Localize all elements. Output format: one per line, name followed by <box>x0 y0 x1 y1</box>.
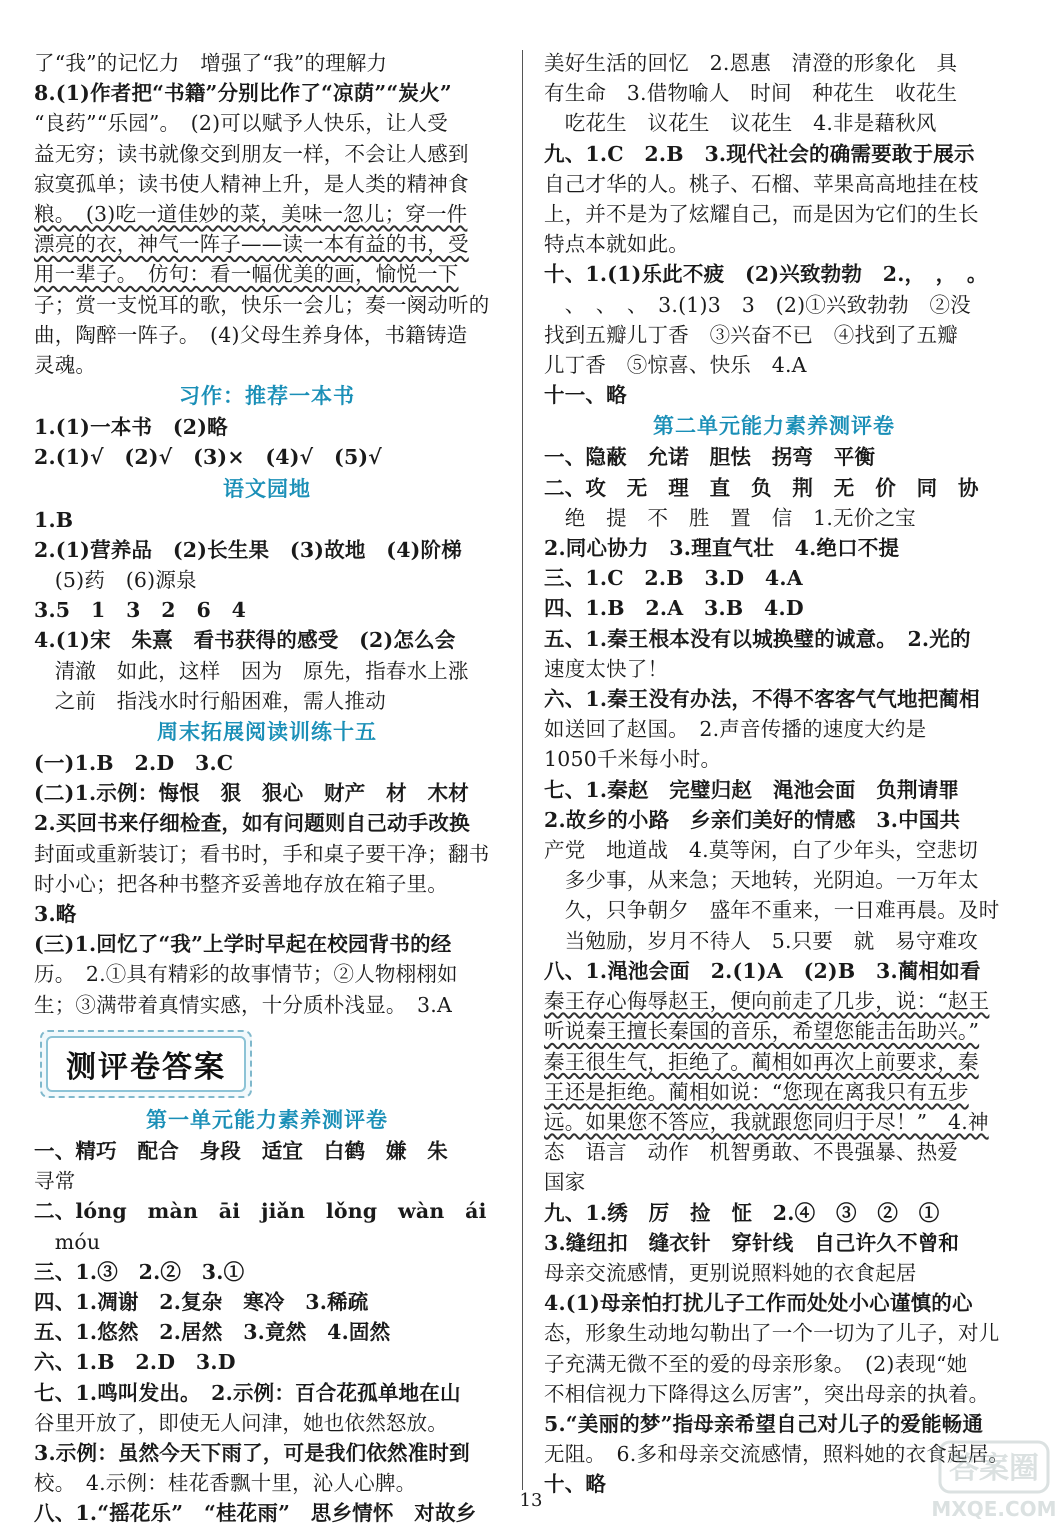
answer-line: 不相信视力下降得这么厉害”，突出母亲的执着。 <box>544 1381 990 1406</box>
answer-line: 3.示例：虽然今天下雨了，可是我们依然准时到 <box>34 1440 470 1465</box>
answer-line: 二、攻 无 理 直 负 荆 无 价 同 协 <box>544 475 979 500</box>
answer-line: 态 语言 动作 机智勇敢、不畏强暴、热爱 <box>544 1140 958 1165</box>
answer-line: 五、1.秦王根本没有以城换璧的诚意。 2.光的 <box>544 626 971 651</box>
answer-line: “良药”“乐园”。 (2)可以赋予人快乐，让人受 <box>34 111 449 136</box>
answer-line: 2.故乡的小路 乡亲们美好的情感 3.中国共 <box>544 807 961 832</box>
page-number: 13 <box>519 1490 543 1511</box>
answer-line: 听说秦王擅长秦国的音乐，希望您能击缶助兴。” <box>544 1019 980 1044</box>
answer-line: 上，并不是为了炫耀自己，而是因为它们的生长 <box>544 202 979 227</box>
answer-line: 封面或重新装订；看书时，手和桌子要干净；翻书 <box>34 841 490 866</box>
answer-line: 十一、略 <box>544 383 627 408</box>
answer-line: 了“我”的记忆力 增强了“我”的理解力 <box>34 51 388 75</box>
answer-line: 四、1.B 2.A 3.B 4.D <box>544 596 804 621</box>
answer-line: 十、1.(1)乐此不疲 (2)兴致勃勃 2.， ， 。 <box>544 262 988 287</box>
answer-line: 绝 提 不 胜 置 信 1.无价之宝 <box>544 505 916 530</box>
answer-line: 寻常 <box>34 1169 76 1194</box>
answer-line: 态，形象生动地勾勒出了一个一切为了儿子，对儿 <box>544 1321 1000 1346</box>
section-heading: 习作：推荐一本书 <box>179 384 355 409</box>
answer-line: 六、1.秦王没有办法，不得不客客气气地把蔺相 <box>544 687 980 712</box>
answer-line: 2.(1)营养品 (2)长生果 (3)故地 (4)阶梯 <box>34 537 462 562</box>
answer-line: 益无穷；读书就像交到朋友一样，不会让人感到 <box>34 141 469 166</box>
answer-line: 一、精巧 配合 身段 适宜 白鹤 嫌 朱 <box>34 1138 448 1163</box>
answer-line: (一)1.B 2.D 3.C <box>34 751 234 776</box>
answer-line: 五、1.悠然 2.居然 3.竟然 4.固然 <box>34 1320 391 1345</box>
answer-line: 远。如果您不答应，我就跟您同归于尽！” 4.神 <box>544 1109 989 1134</box>
section-heading: 周末拓展阅读训练十五 <box>157 720 377 745</box>
answer-line: 子充满无微不至的爱的母亲形象。 (2)表现“她 <box>544 1351 968 1376</box>
answer-line: 、 、 、 3.(1)3 3 (2)①兴致勃勃 ②没 <box>544 292 971 317</box>
answer-line: 清澈 如此，这样 因为 原先，指春水上涨 <box>34 658 469 683</box>
answer-line: 寂寞孤单；读书使人精神上升，是人类的精神食 <box>34 171 469 196</box>
answer-line: 3.略 <box>34 902 77 927</box>
answer-line: 生；③满带着真情实感，十分质朴浅显。 3.A <box>34 992 453 1017</box>
answer-line: 3.5 1 3 2 6 4 <box>34 598 247 623</box>
answer-line: 国家 <box>544 1170 586 1195</box>
answer-line: 用一辈子。 仿句：看一幅优美的画，愉悦一下 <box>34 262 459 287</box>
answer-line: 1050千米每小时。 <box>544 747 722 772</box>
answer-line: 产党 地道战 4.莫等闲，白了少年头，空悲切 <box>544 838 978 863</box>
answer-line: 王还是拒绝。蔺相如说：“您现在离我只有五步 <box>544 1079 969 1104</box>
left-column <box>34 48 500 1529</box>
answer-line: 十、略 <box>544 1472 607 1497</box>
answer-line: 八、1.渑池会面 2.(1)A (2)B 3.蔺相如看 <box>544 958 981 983</box>
section-heading: 第一单元能力素养测评卷 <box>146 1107 388 1132</box>
answer-line: (5)药 (6)源泉 <box>34 568 197 593</box>
answer-line: 久，只争朝夕 盛年不重来，一日难再晨。及时 <box>544 898 1000 923</box>
answer-line: 三、1.C 2.B 3.D 4.A <box>544 566 803 591</box>
answer-line: 4.(1)宋 朱熹 看书获得的感受 (2)怎么会 <box>34 628 456 653</box>
svg-text:MXQE.COM: MXQE.COM <box>931 1497 1057 1521</box>
answer-line: 时小心；把各种书整齐妥善地存放在箱子里。 <box>34 871 448 896</box>
answer-line: 2.(1)√ (2)√ (3)× (4)√ (5)√ <box>34 445 382 470</box>
answer-line: 之前 指浅水时行船困难，需人推动 <box>34 688 386 713</box>
answer-line: 1.(1)一本书 (2)略 <box>34 415 228 440</box>
answer-line: 七、1.鸣叫发出。 2.示例：百合花孤单地在山 <box>34 1380 461 1405</box>
answer-line: 当勉励，岁月不待人 5.只要 就 易守难攻 <box>544 928 978 953</box>
section-heading: 第二单元能力素养测评卷 <box>653 414 895 439</box>
right-column <box>544 48 1010 1500</box>
answer-line: 美好生活的回忆 2.恩惠 清澄的形象化 具 <box>544 51 958 75</box>
answer-line: 校。 4.示例：桂花香飘十里，沁人心脾。 <box>34 1471 417 1496</box>
answer-line: 八、1.“摇花乐” “桂花雨” 思乡情怀 对故乡 <box>34 1501 477 1526</box>
answer-line: 2.同心协力 3.理直气壮 4.绝口不提 <box>544 536 900 561</box>
answer-line: 九、1.C 2.B 3.现代社会的确需要敢于展示 <box>544 141 975 166</box>
answer-line: (二)1.示例：悔恨 狠 狠心 财产 材 木材 <box>34 781 469 806</box>
svg-text:答案圈: 答案圈 <box>949 1451 1039 1486</box>
answer-line: 找到五瓣儿丁香 ③兴奋不已 ④找到了五瓣 <box>544 322 958 347</box>
answer-line: (三)1.回忆了“我”上学时早起在校园背书的经 <box>34 932 452 957</box>
answer-line: 秦王很生气，拒绝了。蔺相如再次上前要求，秦 <box>544 1049 979 1074</box>
answer-line: 历。 2.①具有精彩的故事情节；②人物栩栩如 <box>34 962 458 987</box>
answer-line: 六、1.B 2.D 3.D <box>34 1350 236 1375</box>
answer-line: 速度太快了！ <box>544 656 669 681</box>
answer-line: 3.缝纽扣 缝衣针 穿针线 自己许久不曾和 <box>544 1230 960 1255</box>
answer-line: 5.“美丽的梦”指母亲希望自己对儿子的爱能畅通 <box>544 1411 984 1436</box>
answer-line: 灵魂。 <box>34 353 97 378</box>
answer-line: 二、lóng màn āi jiǎn lǒng wàn ái <box>34 1199 487 1224</box>
answer-line: 1.B <box>34 507 74 532</box>
section-heading: 语文园地 <box>223 476 311 501</box>
answer-line: 一、隐蔽 允诺 胆怯 拐弯 平衡 <box>544 445 876 470</box>
answer-line: 4.(1)母亲怕打扰儿子工作而处处小心谨慎的心 <box>544 1291 973 1316</box>
answer-line: 特点本就如此。 <box>544 232 689 257</box>
column-divider <box>522 50 523 1490</box>
answer-line: 自己才华的人。桃子、石榴、苹果高高地挂在枝 <box>544 171 979 196</box>
watermark-logo <box>931 1438 1057 1524</box>
answer-line: 多少事，从来急；天地转，光阴迫。一万年太 <box>544 868 979 893</box>
answer-line: 七、1.秦赵 完璧归赵 渑池会面 负荆请罪 <box>544 777 960 802</box>
answer-line: 吃花生 议花生 议花生 4.非是藉秋风 <box>544 111 937 136</box>
answer-line: 三、1.③ 2.② 3.① <box>34 1259 245 1284</box>
answer-line: 漂亮的衣，神气一阵子——读一本有益的书，受 <box>34 232 469 257</box>
answer-line: 如送回了赵国。 2.声音传播的速度大约是 <box>544 717 927 742</box>
answer-line: 母亲交流感情，更别说照料她的衣食起居 <box>544 1260 917 1285</box>
answer-line: 无阻。 6.多和母亲交流感情，照料她的衣食起居。 <box>544 1442 1010 1467</box>
answer-line: 有生命 3.借物喻人 时间 种花生 收花生 <box>544 81 958 106</box>
answer-line: 子；赏一支悦耳的歌，快乐一会儿；奏一阕动听的 <box>34 292 490 317</box>
answer-line: 秦王存心侮辱赵王，便向前走了几步，说：“赵王 <box>544 989 990 1014</box>
answer-line: 四、1.凋谢 2.复杂 寒冷 3.稀疏 <box>34 1289 369 1314</box>
answer-line: 儿丁香 ⑤惊喜、快乐 4.A <box>544 353 807 378</box>
answer-line: 2.买回书来仔细检查，如有问题则自己动手改换 <box>34 811 470 836</box>
answer-line: 曲，陶醉一阵子。 (4)父母生养身体，书籍铸造 <box>34 322 468 347</box>
answer-line: 九、1.绣 厉 捡 怔 2.④ ③ ② ① <box>544 1200 940 1225</box>
answer-line: móu <box>34 1229 101 1254</box>
answer-line: 谷里开放了，即使无人问津，她也依然怒放。 <box>34 1410 448 1435</box>
answer-section-box <box>40 1030 500 1098</box>
answer-line: 粮。 (3)吃一道佳妙的菜，美味一忽儿；穿一件 <box>34 202 468 227</box>
box-title: 测评卷答案 <box>46 1036 246 1092</box>
answer-line: 8.(1)作者把“书籍”分别比作了“凉荫”“炭火” <box>34 81 452 106</box>
